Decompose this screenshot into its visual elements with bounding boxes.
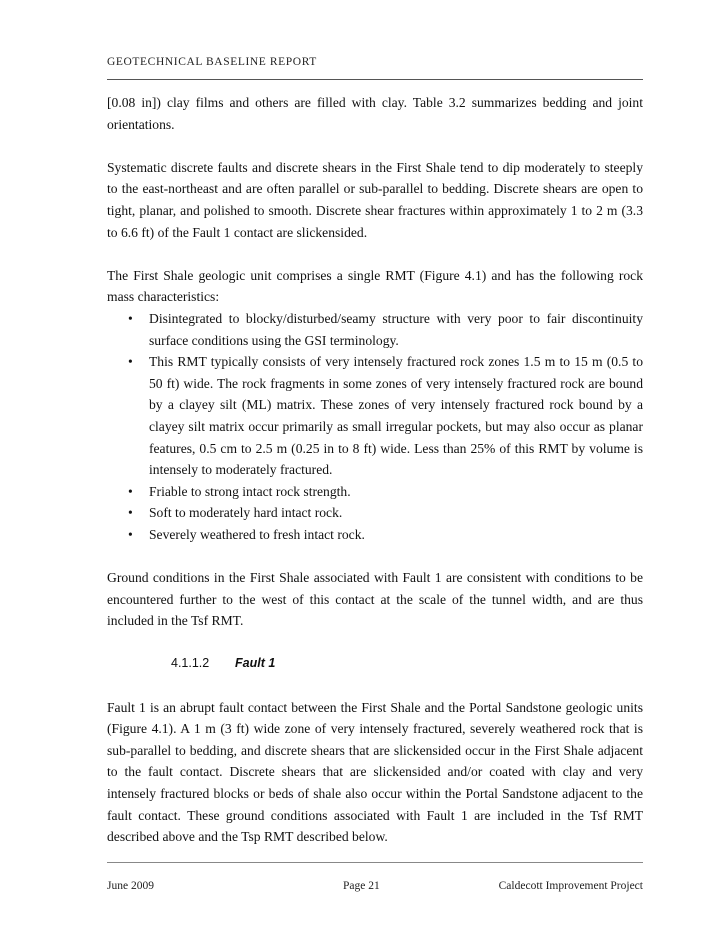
footer-project: Caldecott Improvement Project bbox=[498, 880, 643, 892]
rock-mass-characteristics-list bbox=[107, 308, 643, 546]
footer-divider bbox=[107, 862, 643, 863]
bullet-icon: • bbox=[128, 310, 133, 326]
section-number: 4.1.1.2 bbox=[171, 656, 210, 671]
paragraph-rmt-intro: The First Shale geologic unit comprises a single RMT (Figure 4.1) and has the following rock mass characteristics: bbox=[107, 267, 643, 305]
list-item-text: This RMT typically consists of very intensely fractured rock zones 1.5 m to 15 m (0.5 to 50 ft) wide. The rock fragments in some zones of very intensely fractured rock are bound by a clayey silt (ML) matrix. These zones of very intensely fractured rock bound by a clayey silt matrix occur primarily as small irregular pockets, but may also occur as planar features, 0.5 cm to 2.5 m (0.25 in to 8 ft) wide. Less than 25% of this RMT by volume is intensely to moderately fractured. bbox=[149, 354, 643, 478]
bullet-icon: • bbox=[128, 526, 133, 542]
bullet-icon: • bbox=[128, 354, 133, 370]
running-header: GEOTECHNICAL BASELINE REPORT bbox=[107, 56, 317, 68]
bullet-icon: • bbox=[128, 483, 133, 499]
document-page bbox=[107, 0, 643, 942]
list-item bbox=[107, 308, 643, 351]
page-number: Page 21 bbox=[343, 880, 380, 892]
document-body bbox=[107, 92, 643, 869]
list-item-text: Friable to strong intact rock strength. bbox=[149, 483, 351, 499]
list-item-text: Disintegrated to blocky/disturbed/seamy structure with very poor to fair discontinuity surface conditions using the GSI terminology. bbox=[149, 310, 643, 348]
paragraph-fault-1: Fault 1 is an abrupt fault contact between the First Shale and the Portal Sandstone geologic units (Figure 4.1). A 1 m (3 ft) wide zone of very intensely fractured, severely weathered rock that is sub-parallel to bedding, and discrete shears that are slickensided occur in the First Shale adjacent to the fault contact. Discrete shears that are slickensided and/or coated with clay and very intensely fractured blocks or beds of shale also occur within the Portal Sandstone adjacent to the fault contact. These ground conditions associated with Fault 1 are included in the Tsf RMT described above and the Tsp RMT described below. bbox=[107, 699, 643, 845]
paragraph-discrete-faults: Systematic discrete faults and discrete shears in the First Shale tend to dip moderately to steeply to the east-northeast and are often parallel or sub-parallel to bedding. Discrete shears are open to tight, planar, and polished to smooth. Discrete shear fractures within approximately 1 to 2 m (3.3 to 6.6 ft) of the Fault 1 contact are slickensided. bbox=[107, 159, 643, 240]
section-heading bbox=[107, 653, 643, 675]
footer-date: June 2009 bbox=[107, 880, 154, 892]
list-item bbox=[107, 351, 643, 481]
list-item bbox=[107, 502, 643, 524]
list-item bbox=[107, 481, 643, 503]
list-item bbox=[107, 524, 643, 546]
header-divider bbox=[107, 79, 643, 80]
list-item-text: Soft to moderately hard intact rock. bbox=[149, 505, 343, 521]
paragraph-clay-films: [0.08 in]) clay films and others are filled with clay. Table 3.2 summarizes bedding and joint orientations. bbox=[107, 95, 643, 132]
list-item-text: Severely weathered to fresh intact rock. bbox=[149, 526, 365, 542]
paragraph-ground-conditions: Ground conditions in the First Shale associated with Fault 1 are consistent with conditions to be encountered further to the west of this contact at the scale of the tunnel width, and are thus included in the Tsf RMT. bbox=[107, 570, 643, 629]
section-title: Fault 1 bbox=[235, 656, 276, 671]
bullet-icon: • bbox=[128, 505, 133, 521]
